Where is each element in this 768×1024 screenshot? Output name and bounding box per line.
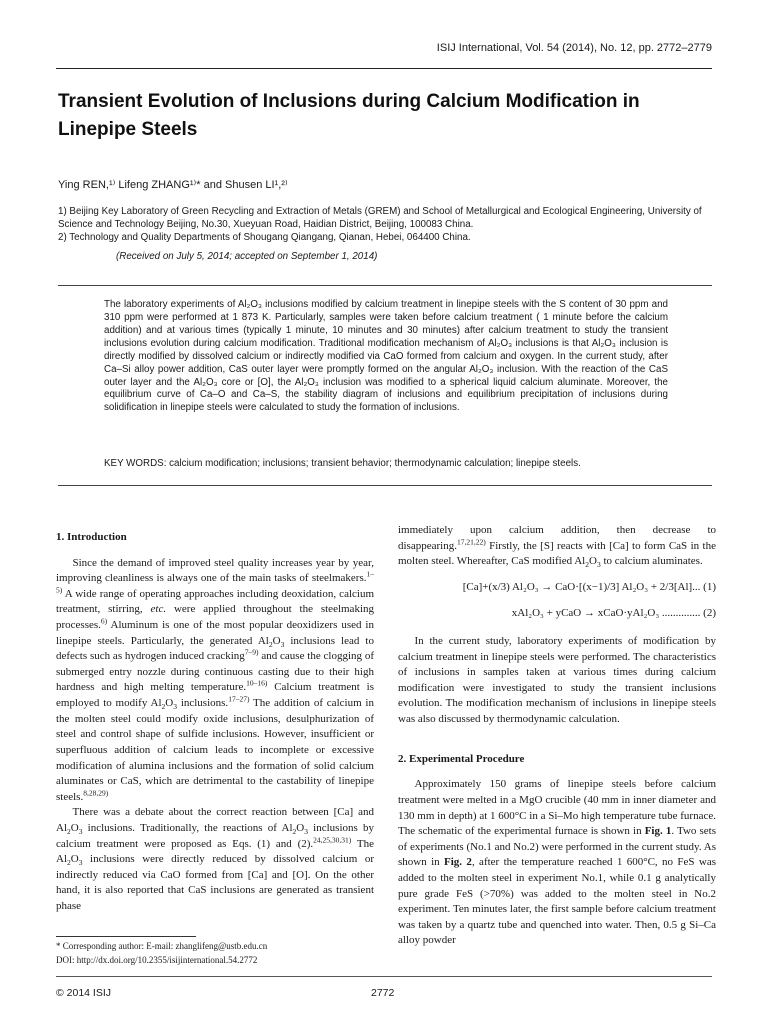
keywords: KEY WORDS: calcium modification; inclusions; transient behavior; thermodynamic calculation; linepipe steels.	[104, 458, 581, 469]
paragraph: Since the demand of improved steel quality increases year by year, improving cleanliness is always one of the main tasks of steelmakers.$^{1-5)}$ A wide range of operating approaches including deoxidation, calcium treatment, stirring, etc. were applied throughout the steelmaking processes.$^{6)}$ Aluminum is one of the most popular deoxidizers used in linepipe steels. Particularly, the generated $Al_2O_3$ inclusions lead to defects such as hydrogen induced cracking$^{7-9)}$ and cause the clogging of submerged entry nozzle during continuous casting due to their high hardness and high melting temperature.$^{10-16)}$ Calcium treatment is employed to modify $Al_2O_3$ inclusions.$^{17-27)}$ The addition of calcium in the molten steel could modify oxide inclusions, desulphurization of steel and control shape of sulfide inclusions. However, insufficient or superfluous addition of calcium leads to incomplete or excessive modification of alumina inclusions and the formation of solid calcium aluminates or CaS, which are detrimental to the castability of linepipe steels.$^{8,28,29)}$	[56, 556, 374, 803]
section-heading-experimental: 2. Experimental Procedure	[398, 752, 525, 765]
left-column	[56, 530, 374, 915]
footnote-rule	[56, 936, 196, 937]
received-dates: (Received on July 5, 2014; accepted on September 1, 2014)	[116, 251, 378, 262]
paper-title: Transient Evolution of Inclusions during Calcium Modification in Linepipe Steels	[58, 91, 640, 140]
paragraph: In the current study, laboratory experiments of modification by calcium treatment in linepipe steels were performed. The characteristics of inclusions in samples taken at various times during calcium modification were investigated to study the transient inclusions evolution. The modification mechanism of inclusions in linepipe steels was also discussed by thermodynamic calculation.	[398, 635, 716, 726]
affiliation-2: 2) Technology and Quality Departments of Shougang Qiangang, Qianan, Hebei, 064400 China.	[58, 231, 471, 243]
figure-ref[interactable]: Fig. 2	[444, 856, 472, 869]
abstract-rule-top	[58, 285, 712, 286]
page-number: 2772	[371, 987, 395, 999]
paragraph: Approximately 150 grams of linepipe steels before calcium treatment were melted in a MgO crucible (40 mm in inner diameter and 130 mm in depth) at 1 600°C in a Si–Mo high temperature tube furnace. The schematic of the experimental furnace is shown in Fig. 1. Two sets of experiments (No.1 and No.2) were performed in the current study. As shown in Fig. 2, after the temperature reached 1 600°C, no FeS was added to the molten steel in experiment No.1, while 0.1 g analytically pure grade FeS (>70%) was added to the molten steel in No.2 experiment. Ten minutes later, the first sample before calcium treatment was taken by a quartz tube and quenched into water. Then, 0.5 g Si–Ca alloy powder	[398, 778, 717, 947]
copyright: © 2014 ISIJ	[56, 987, 112, 999]
figure-ref[interactable]: Fig. 1	[644, 825, 672, 838]
right-column	[398, 523, 716, 949]
equation-2: xAl₂O₃ + yCaO → xCaO·yAl₂O₃ .............. (2)	[511, 607, 716, 620]
equation-1: [Ca]+(x/3) Al₂O₃ → CaO·[(x−1)/3] Al₂O₃ + 2/3[Al]... (1)	[462, 580, 716, 593]
paragraph: There was a debate about the correct reaction between [Ca] and $Al_2O_3$ inclusions. Traditionally, the reactions of $Al_2O_3$ inclusions by calcium treatment were proposed as Eqs. (1) and (2).$^{24,25,30,31)}$ The $Al_2O_3$ inclusions were directly reduced by dissolved calcium or indirectly reduced via CaO formed from [Ca] and [O]. On the other hand, it is also reported that CaS inclusions are generated as transient phase	[56, 806, 375, 913]
section-heading-introduction: 1. Introduction	[56, 531, 127, 543]
paragraph: immediately upon calcium addition, then decrease to disappearing.$^{17,21,22)}$ Firstly, the [S] reacts with [Ca] to form CaS in the molten steel. Whereafter, CaS modified $Al_2O_3$ to calcium aluminates.	[398, 524, 716, 570]
corresponding-author: * Corresponding author: E-mail: zhanglifeng@ustb.edu.cn	[56, 941, 268, 951]
affiliation-1: 1) Beijing Key Laboratory of Green Recycling and Extraction of Metals (GREM) and School of Metallurgical and Ecological Engineering, University of Science and Technology Beijing, No.30, Xueyuan Road, Haidian District, Beijing, 100083 China.	[58, 206, 702, 230]
footnotes	[56, 940, 396, 967]
header-rule	[56, 68, 712, 69]
affiliations	[58, 206, 714, 245]
abstract: The laboratory experiments of Al₂O₃ inclusions modified by calcium treatment in linepipe steels with the S content of 30 ppm and 310 ppm were performed at 1 873 K. Particularly, samples were taken before calcium treatment ( 1 minute before the calcium addition) and at various times (typically 1 minute, 10 minutes and 30 minutes) after calcium treatment to study the transient inclusions evolution during calcium modification. Traditional modification mechanism of Al₂O₃ inclusions is that Al₂O₃ inclusion is directly modified by dissolved calcium or indirectly modified via CaO formed from calcium and oxygen. In the current study, after Ca–Si alloy power addition, CaS outer layer were promptly formed on the angular Al₂O₃ inclusion. With the reaction of the CaS outer layer and the Al₂O₃ core or [O], the Al₂O₃ inclusion was modified to a spherical liquid calcium aluminate. Moreover, the equilibrium curve of Ca–O and Ca–S, the stability diagram of inclusions and equilibrium precipitation of inclusions during solidification in linepipe steels were calculated to study the formation of inclusions.	[104, 299, 668, 414]
doi-link[interactable]: DOI: http://dx.doi.org/10.2355/isijinternational.54.2772	[56, 954, 258, 965]
abstract-rule-bottom	[58, 485, 712, 486]
footer-rule	[56, 976, 712, 977]
author-list: Ying REN,¹⁾ Lifeng ZHANG¹⁾* and Shusen LI¹,²⁾	[58, 179, 288, 191]
journal-citation: ISIJ International, Vol. 54 (2014), No. 12, pp. 2772–2779	[436, 42, 712, 54]
